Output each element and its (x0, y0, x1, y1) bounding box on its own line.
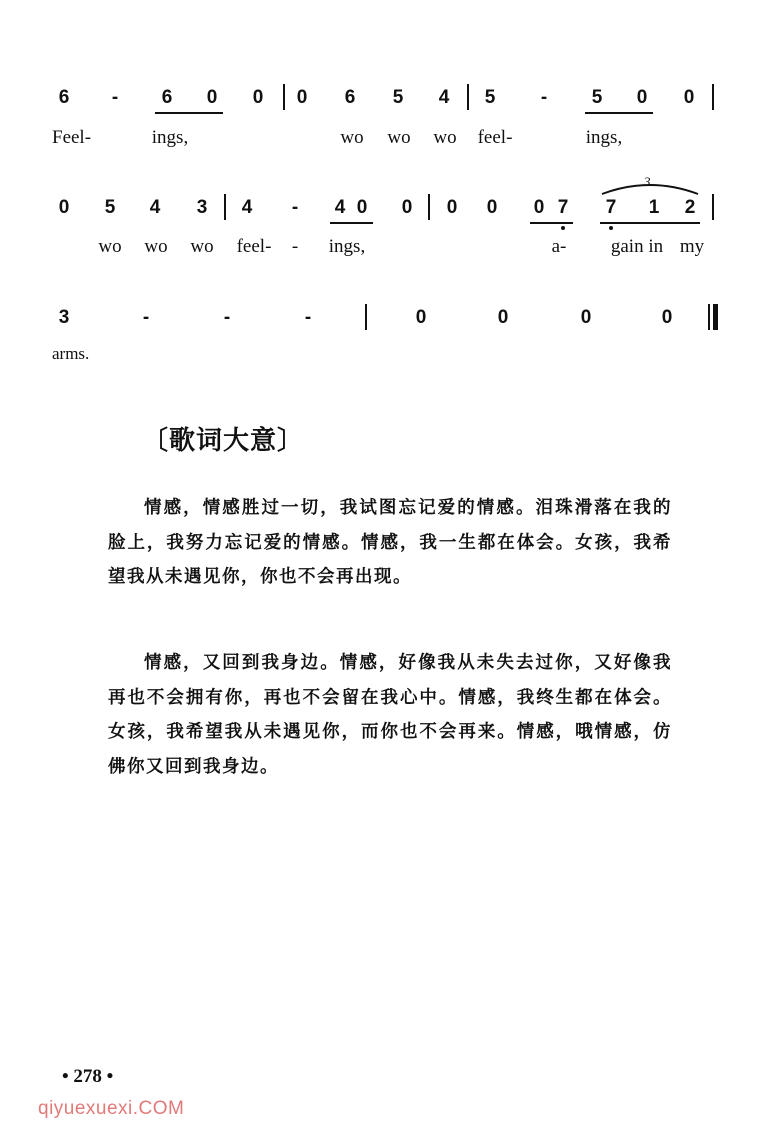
note: 5 (104, 197, 116, 218)
note: 6 (344, 87, 356, 108)
note: 0 (356, 197, 368, 218)
note: 0 (401, 197, 413, 218)
watermark: qiyuexuexi.COM (38, 1098, 185, 1119)
lyric: wo (340, 127, 364, 148)
bar-line (224, 194, 226, 220)
lyric: wo (190, 236, 214, 257)
lyric: gain in (610, 236, 664, 257)
note: 5 (484, 87, 496, 108)
note: 0 (661, 307, 673, 328)
bar-line (428, 194, 430, 220)
eighth-underline (600, 222, 700, 224)
lyric: wo (144, 236, 168, 257)
note: 0 (683, 87, 695, 108)
note: 0 (296, 87, 308, 108)
note: 0 (446, 197, 458, 218)
lyric: arms. (52, 344, 90, 363)
note: - (304, 307, 312, 328)
eighth-underline (585, 112, 653, 114)
note: - (223, 307, 231, 328)
bar-line (712, 194, 714, 220)
lyric: - (291, 236, 299, 257)
note: 0 (497, 307, 509, 328)
lyric: ings, (151, 127, 189, 148)
note: 3 (58, 307, 70, 328)
lyric: ings, (585, 127, 623, 148)
note: 0 (636, 87, 648, 108)
lower-octave-dot (561, 226, 565, 230)
note: 1 (648, 197, 660, 218)
note: - (142, 307, 150, 328)
final-bar-thin (708, 304, 710, 330)
bar-line (467, 84, 469, 110)
lyric: my (679, 236, 705, 257)
eighth-underline (530, 222, 573, 224)
note: 4 (241, 197, 253, 218)
lyric: wo (387, 127, 411, 148)
note: 0 (533, 197, 545, 218)
paragraph-1: 情感，情感胜过一切，我试图忘记爱的情感。泪珠滑落在我的脸上，我努力忘记爱的情感。情感，我一生都在体会。女孩，我希望我从未遇见你，你也不会再出现。 (108, 498, 672, 587)
note: 7 (605, 197, 617, 218)
note: 5 (591, 87, 603, 108)
note: 3 (196, 197, 208, 218)
note: 0 (206, 87, 218, 108)
section-heading: 〔歌词大意〕 (142, 426, 305, 456)
note: 0 (580, 307, 592, 328)
note: 7 (557, 197, 569, 218)
eighth-underline (155, 112, 223, 114)
note: 6 (161, 87, 173, 108)
paragraph-2: 情感，又回到我身边。情感，好像我从未失去过你，又好像我再也不会拥有你，再也不会留在我心中。情感，我终生都在体会。女孩，我希望我从未遇见你，而你也不会再来。情感，哦情感，仿佛你又回到我身边。 (108, 653, 672, 777)
note: - (540, 87, 548, 108)
note: 4 (438, 87, 450, 108)
lyric: wo (433, 127, 457, 148)
lyric: Feel- (52, 127, 92, 148)
lyric: feel- (477, 127, 513, 148)
final-bar-thick (713, 304, 718, 330)
note: 0 (415, 307, 427, 328)
note: 0 (486, 197, 498, 218)
page-number: • 278 • (62, 1066, 114, 1087)
note: 2 (684, 197, 696, 218)
note: 4 (334, 197, 346, 218)
lyric: wo (98, 236, 122, 257)
lyric: a- (551, 236, 567, 257)
note: - (111, 87, 119, 108)
lower-octave-dot (609, 226, 613, 230)
lyric: feel- (236, 236, 272, 257)
bar-line (712, 84, 714, 110)
note: - (291, 197, 299, 218)
note: 0 (58, 197, 70, 218)
bar-line (283, 84, 285, 110)
note: 5 (392, 87, 404, 108)
bar-line (365, 304, 367, 330)
lyric: ings, (328, 236, 366, 257)
note: 0 (252, 87, 264, 108)
note: 6 (58, 87, 70, 108)
triplet-number: 3 (644, 174, 651, 189)
note: 4 (149, 197, 161, 218)
eighth-underline (330, 222, 373, 224)
